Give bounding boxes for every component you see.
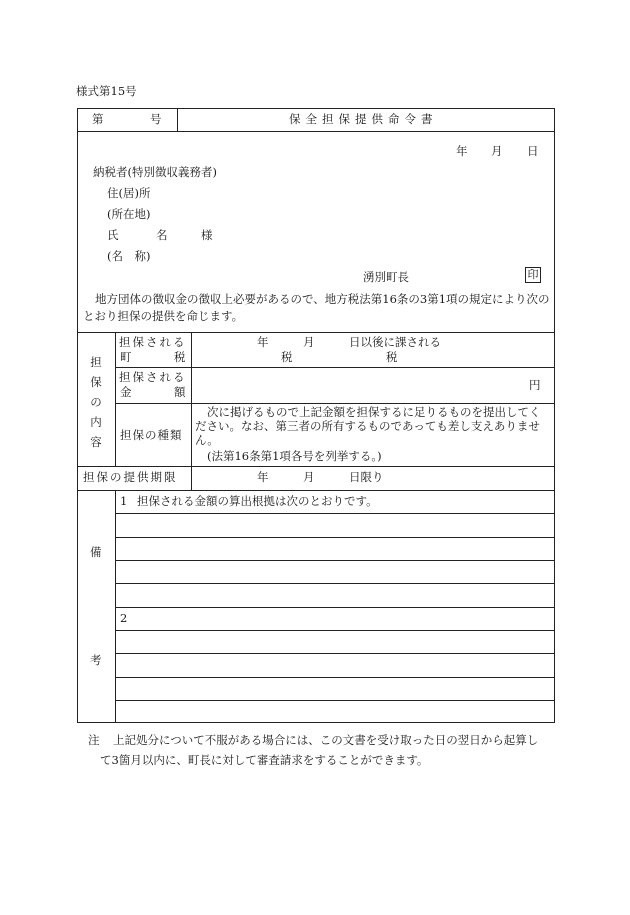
tax-type-1: 税	[281, 350, 293, 364]
number-label-go: 号	[150, 112, 162, 126]
remarks-line	[115, 630, 555, 631]
rule-deadline	[77, 490, 555, 491]
kind-text: 次に掲げるもので上記金額を担保するに足りるものを提出してください。なお、第三者の所有するものであっても差し支えありません。	[195, 405, 541, 447]
remarks-line	[115, 560, 555, 561]
date-year: 年	[456, 144, 468, 158]
remarks-item2-number: 2	[120, 611, 128, 625]
amount-unit: 円	[529, 378, 541, 392]
rule-amount	[115, 403, 555, 404]
amount-label-1: 担保される	[119, 370, 187, 384]
name-label-1: 氏	[107, 228, 119, 242]
remarks-line	[115, 537, 555, 538]
deadline-label: 担保の提供期限	[83, 470, 178, 484]
remarks-line	[115, 700, 555, 701]
honorific: 様	[201, 228, 213, 242]
collateral-side-label: 担保の内容	[90, 355, 102, 449]
location-label: (所在地)	[107, 207, 151, 221]
footnote-line-2: て3箇月以内に、町長に対して審査請求をすることができます。	[100, 753, 429, 767]
remarks-line	[115, 653, 555, 654]
tax-label-2b: 税	[174, 350, 186, 364]
amount-label-2a: 金	[120, 385, 132, 399]
footnote-line-1: 上記処分について不服がある場合には、この文書を受け取った日の翌日から起算し	[113, 733, 539, 747]
tax-label-2a: 町	[120, 350, 132, 364]
remarks-line	[115, 607, 555, 608]
corp-name-label: (名 称)	[107, 249, 151, 263]
rule-tax	[115, 367, 555, 368]
rule-remarks-side	[115, 490, 116, 723]
body-text: 地方団体の徴収金の徴収上必要があるので、地方税法第16条の3第1項の規定により次のとおり担保の提供を命じます。	[83, 292, 550, 323]
rule-header	[77, 131, 555, 132]
rule-collateral-side	[115, 332, 116, 466]
number-label-dai: 第	[92, 112, 104, 126]
form-number: 様式第15号	[76, 84, 137, 98]
tax-type-2: 税	[386, 350, 398, 364]
tax-label-1: 担保される	[119, 335, 187, 349]
seal-mark: 印	[525, 267, 541, 283]
rule-kind	[77, 466, 555, 467]
remarks-label-2: 考	[90, 653, 102, 667]
name-label-2: 名	[156, 228, 168, 242]
tax-period-line: 年 月 日以後に課される	[257, 335, 441, 349]
taxpayer-label: 納税者(特別徴収義務者)	[93, 165, 217, 179]
remarks-label-1: 備	[90, 545, 102, 559]
date-day: 日	[527, 144, 539, 158]
deadline-value: 年 月 日限り	[257, 470, 384, 484]
rule-body-end	[77, 332, 555, 333]
footnote-label: 注	[88, 733, 100, 747]
rule-header-divider	[177, 108, 178, 131]
kind-label: 担保の種類	[120, 428, 183, 442]
date-month: 月	[491, 144, 503, 158]
remarks-line	[115, 677, 555, 678]
address-label: 住(居)所	[107, 186, 151, 200]
remarks-item1-number: 1	[120, 494, 128, 508]
remarks-line	[115, 513, 555, 514]
issuer-title: 湧別町長	[363, 270, 409, 284]
amount-label-2b: 額	[174, 385, 186, 399]
rule-collateral-label	[191, 332, 192, 490]
kind-note: (法第16条第1項各号を列挙する。)	[207, 449, 382, 463]
remarks-item1-text: 担保される金額の算出根拠は次のとおりです。	[137, 494, 378, 508]
remarks-line	[115, 583, 555, 584]
document-title: 保全担保提供命令書	[289, 112, 438, 126]
